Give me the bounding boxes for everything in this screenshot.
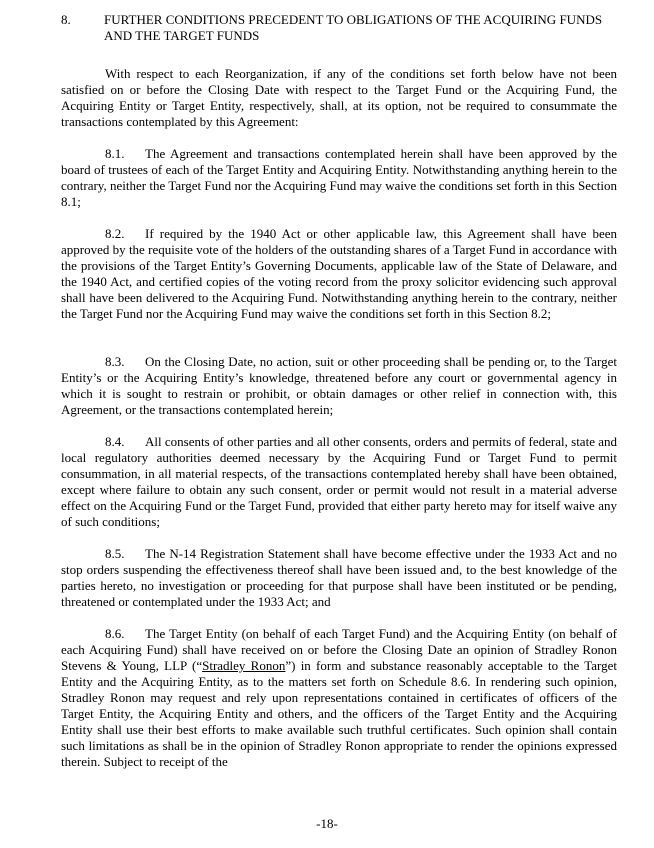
clause-8-6 bbox=[61, 626, 617, 770]
page-number: -18- bbox=[316, 816, 338, 831]
clause-text-after: ”) in form and substance reasonably acceptable to the Target Entity and the Acquiring Entity, as to the matters set forth on Schedule 8.6. In rendering such opinion, Stradley Ronon may request and rely upon representations contained in certificates of officers of the Target Entity, the Acquiring Entity and others, and the officers of the Target Entity and the Acquiring Entity shall use their best efforts to make available such truthful certificates. Such opinion shall contain such limitations as shall be in the opinion of Stradley Ronon appropriate to render the opinions expressed therein. Subject to receipt of the bbox=[61, 658, 618, 769]
clause-8-1 bbox=[61, 146, 617, 210]
clause-8-2 bbox=[61, 226, 617, 322]
clause-text: If required by the 1940 Act or other applicable law, this Agreement shall have been approved by the requisite vote of the holders of the outstanding shares of a Target Fund in accordance with the provisions of the Target Entity’s Governing Documents, applicable law of the State of Delaware, and the 1940 Act, and certified copies of the voting record from the proxy solicitor evidencing such approval shall have been delivered to the Acquiring Fund. Notwithstanding anything herein to the contrary, neither the Target Fund nor the Acquiring Fund may waive the conditions set forth in this Section 8.2; bbox=[61, 226, 617, 321]
clause-text: The Agreement and transactions contemplated herein shall have been approved by the board of trustees of each of the Target Entity and Acquiring Entity. Notwithstanding anything herein to the contrary, neither the Target Fund nor the Acquiring Fund may waive the conditions set forth in this Section 8.1; bbox=[61, 146, 617, 209]
clause-text: The N-14 Registration Statement shall have become effective under the 1933 Act and no stop orders suspending the effectiveness thereof shall have been issued and, to the best knowledge of the parties hereto, no investigation or proceeding for that purpose shall have been instituted or be pending, threatened or contemplated under the 1933 Act; and bbox=[61, 546, 617, 609]
clause-number: 8.1. bbox=[105, 146, 125, 161]
intro-text: With respect to each Reorganization, if any of the conditions set forth below have not been satisfied on or before the Closing Date with respect to the Target Fund or the Acquiring Fund, the Acquiring Entity or Target Entity, respectively, shall, at its option, not be required to consummate the transactions contemplated by this Agreement: bbox=[61, 66, 617, 129]
clause-8-5 bbox=[61, 546, 617, 610]
clause-8-3 bbox=[61, 354, 617, 418]
clause-number: 8.6. bbox=[105, 626, 125, 641]
clause-number: 8.4. bbox=[105, 434, 125, 449]
section-title: FURTHER CONDITIONS PRECEDENT TO OBLIGATIONS OF THE ACQUIRING FUNDS AND THE TARGET FUNDS bbox=[104, 12, 603, 43]
clause-text: On the Closing Date, no action, suit or other proceeding shall be pending or, to the Target Entity’s or the Acquiring Entity’s knowledge, threatened before any court or governmental agency in which it is sought to restrain or prohibit, or obtain damages or other relief in connection with, this Agreement, or the transactions contemplated herein; bbox=[61, 354, 617, 417]
clause-number: 8.3. bbox=[105, 354, 125, 369]
clause-text: All consents of other parties and all other consents, orders and permits of federal, state and local regulatory authorities deemed necessary by the Acquiring Fund or Target Fund to permit consummation, in all material respects, of the transactions contemplated hereby shall have been obtained, except where failure to obtain any such consent, order or permit would not result in a material adverse effect on the Acquiring Fund or the Target Fund, provided that either party hereto may for itself waive any of such conditions; bbox=[61, 434, 617, 529]
clause-8-4 bbox=[61, 434, 617, 530]
intro-paragraph bbox=[61, 66, 617, 130]
defined-term: Stradley Ronon bbox=[202, 658, 286, 673]
clause-number: 8.5. bbox=[105, 546, 125, 561]
section-number: 8. bbox=[61, 12, 71, 27]
clause-number: 8.2. bbox=[105, 226, 125, 241]
clause-text-before: The Target Entity (on behalf of each Target Fund) and the Acquiring Entity (on behalf of each Acquiring Fund) shall have received on or before the Closing Date an opinion of Stradley Ronon Stevens & Young, LLP (“ bbox=[61, 626, 617, 673]
